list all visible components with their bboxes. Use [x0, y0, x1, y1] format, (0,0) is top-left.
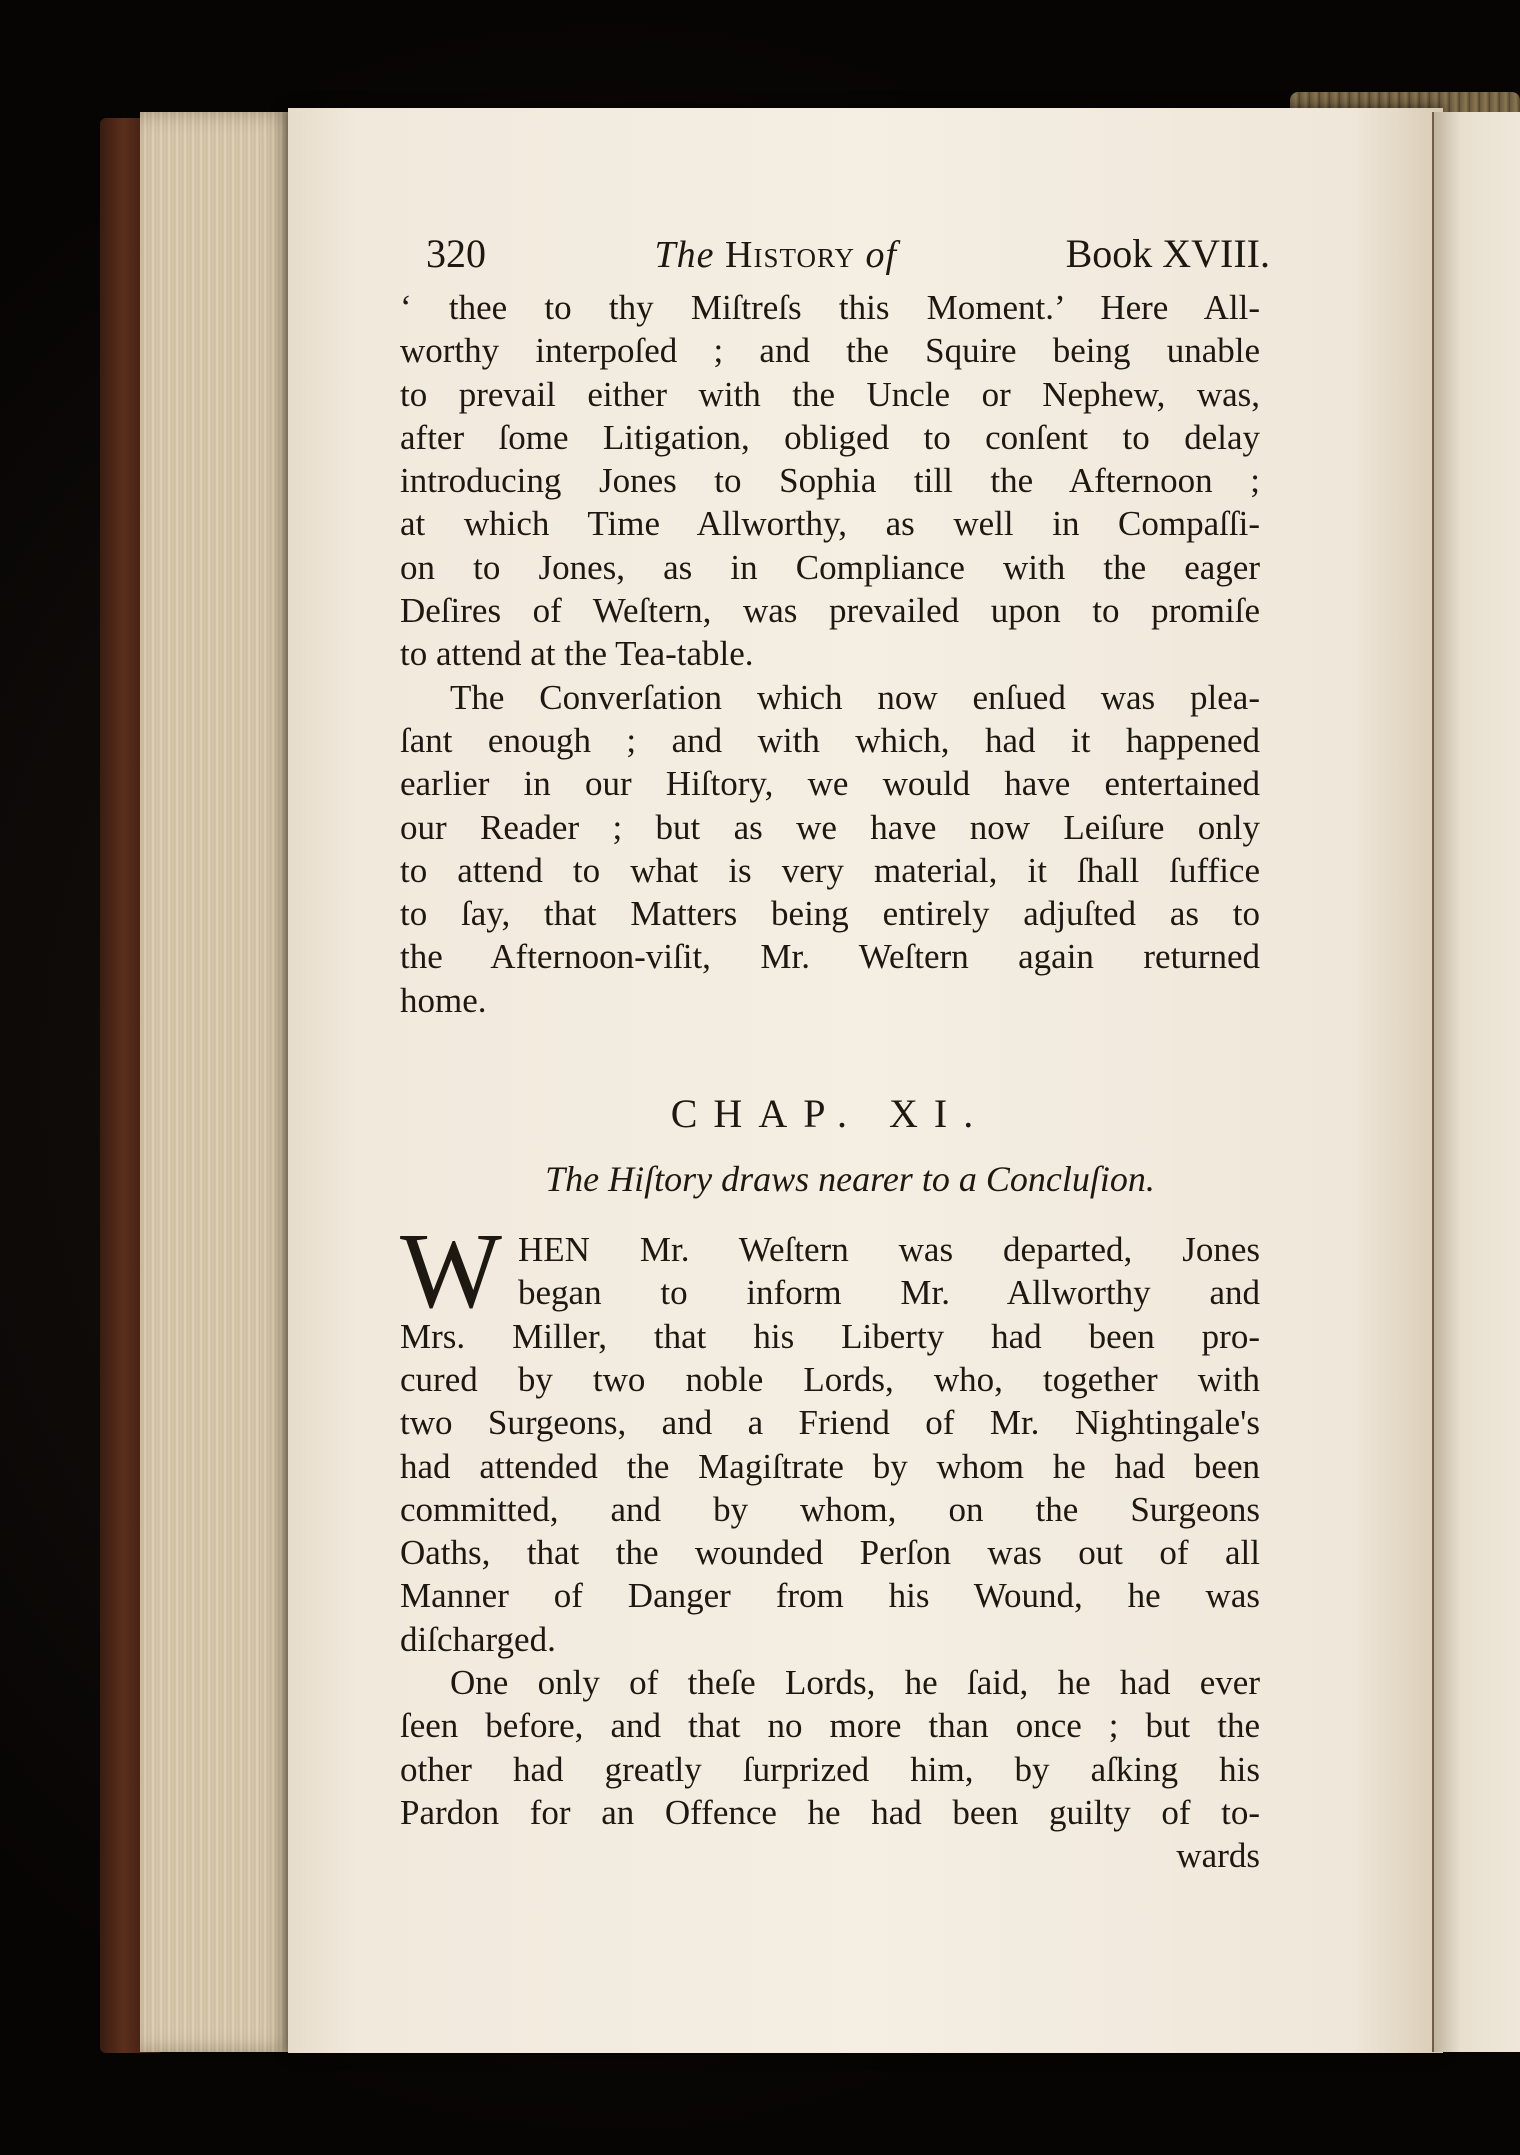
text-line: to attend to what is very material, it ſhall ſuffice — [400, 850, 1260, 890]
text-line: began to inform Mr. Allworthy and — [518, 1273, 1260, 1313]
running-head — [426, 232, 1270, 286]
text-line: Pardon for an Offence he had been guilty of to- — [400, 1792, 1260, 1832]
facing-page-edge — [1432, 112, 1520, 2052]
text-line: Mrs. Miller, that his Liberty had been pro- — [400, 1316, 1260, 1356]
chapter-subtitle: The Hiſtory draws nearer to a Concluſion. — [545, 1159, 1155, 1200]
text-line: committed, and by whom, on the Surgeons — [400, 1489, 1260, 1529]
text-line: ſant enough ; and with which, had it happened — [400, 720, 1260, 760]
text-line: after ſome Litigation, obliged to conſent to delay — [400, 417, 1260, 457]
text-line: home. — [400, 980, 487, 1020]
page-block-edges — [140, 112, 290, 2052]
text-line: cured by two noble Lords, who, together with — [400, 1359, 1260, 1399]
text-line: to ſay, that Matters being entirely adjuſted as to — [400, 894, 1260, 934]
text-line: HEN Mr. Weſtern was departed, Jones — [518, 1230, 1260, 1270]
text-line: The Converſation which now enſued was plea- — [450, 677, 1260, 717]
chapter-heading: CHAP. XI. — [670, 1091, 990, 1137]
text-line: ‘ thee to thy Miſtreſs this Moment.’ Here All- — [400, 288, 1260, 327]
text-line: earlier in our Hiſtory, we would have entertained — [400, 764, 1260, 804]
paragraph-4 — [400, 1661, 1260, 1834]
title-of: of — [865, 234, 898, 276]
text-line: the Afternoon-viſit, Mr. Weſtern again returned — [400, 937, 1260, 977]
text-line: at which Time Allworthy, as well in Compaſſi- — [400, 504, 1260, 544]
title-prefix: The — [654, 234, 715, 276]
text-line: other had greatly ſurprized him, by aſking his — [400, 1749, 1260, 1789]
paragraph-1 — [400, 286, 1260, 676]
text-line: introducing Jones to Sophia till the Afternoon ; — [400, 461, 1260, 501]
title-main: History — [725, 234, 855, 276]
text-line: on to Jones, as in Compliance with the eager — [400, 547, 1260, 587]
text-line: had attended the Magiſtrate by whom he had been — [400, 1446, 1260, 1486]
paragraph-2 — [400, 676, 1260, 1022]
text-line: our Reader ; but as we have now Leiſure only — [400, 807, 1260, 847]
paragraph-3 — [400, 1212, 1260, 1661]
text-line: One only of theſe Lords, he ſaid, he had ever — [450, 1663, 1260, 1703]
text-line: two Surgeons, and a Friend of Mr. Nightingale's — [400, 1403, 1260, 1443]
text-line: Manner of Danger from his Wound, he was — [400, 1576, 1260, 1616]
text-line: Oaths, that the wounded Perſon was out of all — [400, 1533, 1260, 1573]
text-line: ſeen before, and that no more than once ; but the — [400, 1706, 1260, 1746]
text-line: to prevail either with the Uncle or Nephew, was, — [400, 374, 1260, 414]
book-number: Book XVIII. — [1065, 231, 1270, 276]
text-line: to attend at the Tea-table. — [400, 634, 754, 674]
text-line: worthy interpoſed ; and the Squire being unable — [400, 331, 1260, 371]
page-number: 320 — [426, 231, 486, 276]
running-title — [655, 234, 898, 277]
text-line: diſcharged. — [400, 1619, 556, 1659]
drop-cap: W — [400, 1212, 502, 1332]
text-line: Deſires of Weſtern, was prevailed upon to promiſe — [400, 591, 1260, 631]
catchword: wards — [1176, 1836, 1260, 1876]
page-text — [400, 231, 1270, 1878]
